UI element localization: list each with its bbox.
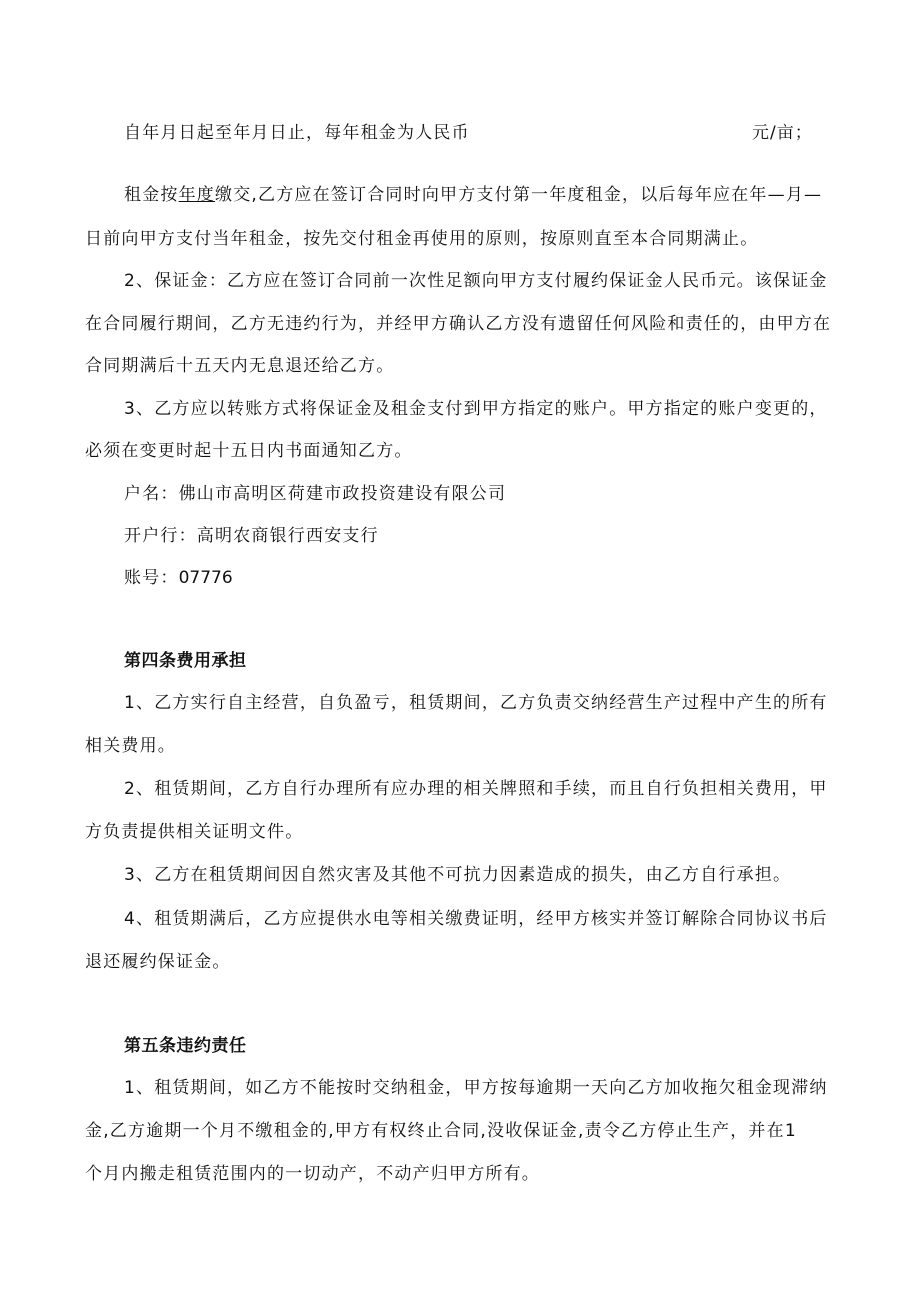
account-name: 户名：佛山市高明区荷建市政投资建设有限公司	[124, 484, 507, 504]
article-5-title: 第五条违约责任	[124, 1036, 247, 1056]
payment-period-underlined: 年度	[178, 185, 216, 205]
transfer-line-2: 必须在变更时起十五日内书面通知乙方。	[85, 441, 413, 461]
article-5-p1-line-2: 金,乙方逾期一个月不缴租金的,甲方有权终止合同,没收保证金,责令乙方停止生产，并在1	[85, 1121, 797, 1141]
article-4-title: 第四条费用承担	[124, 651, 247, 671]
account-number: 07776	[178, 568, 233, 588]
deposit-line-2: 在合同履行期间，乙方无违约行为，并经甲方确认乙方没有遗留任何风险和责任的，由甲方在	[85, 314, 832, 334]
transfer-line-1: 3、乙方应以转账方式将保证金及租金支付到甲方指定的账户。甲方指定的账户变更的，	[124, 399, 828, 419]
article-4-p1-line-1: 1、乙方实行自主经营，自负盈亏，租赁期间，乙方负责交纳经营生产过程中产生的所有	[124, 693, 828, 713]
rent-period-line: 自年月日起至年月日止，每年租金为人民币	[124, 123, 470, 143]
article-5-p1-line-1: 1、租赁期间，如乙方不能按时交纳租金，甲方按每逾期一天向乙方加收拖欠租金现滞纳	[124, 1078, 828, 1098]
article-5-p1-line-3: 个月内搬走租赁范围内的一切动产，不动产归甲方所有。	[85, 1164, 540, 1184]
article-4-p4-line-2: 退还履约保证金。	[85, 952, 231, 972]
account-bank: 开户行：高明农商银行西安支行	[124, 526, 379, 546]
article-4-p2-line-2: 方负责提供相关证明文件。	[85, 822, 304, 842]
payment-line-1-start: 租金按	[124, 185, 179, 205]
account-number-line	[124, 566, 844, 590]
deposit-line-3: 合同期满后十五天内无息退还给乙方。	[85, 356, 395, 376]
payment-line-1	[124, 183, 844, 207]
article-4-p4-line-1: 4、租赁期满后，乙方应提供水电等相关缴费证明，经甲方核实并签订解除合同协议书后	[124, 909, 828, 929]
article-4-p2-line-1: 2、租赁期间，乙方自行办理所有应办理的相关牌照和手续，而且自行负担相关费用，甲	[124, 779, 828, 799]
account-number-label: 账号：	[124, 568, 179, 588]
deposit-line-1: 2、保证金：乙方应在签订合同前一次性足额向甲方支付履约保证金人民币元。该保证金	[124, 271, 828, 291]
article-4-p1-line-2: 相关费用。	[85, 736, 176, 756]
article-4-p3-line-1: 3、乙方在租赁期间因自然灾害及其他不可抗力因素造成的损失，由乙方自行承担。	[124, 865, 792, 885]
payment-line-1-rest: 缴交,乙方应在签订合同时向甲方支付第一年度租金，以后每年应在年—月—	[215, 185, 823, 205]
rent-unit: 元/亩；	[752, 123, 813, 143]
payment-line-2: 日前向甲方支付当年租金，按先交付租金再使用的原则，按原则直至本合同期满止。	[85, 229, 759, 249]
